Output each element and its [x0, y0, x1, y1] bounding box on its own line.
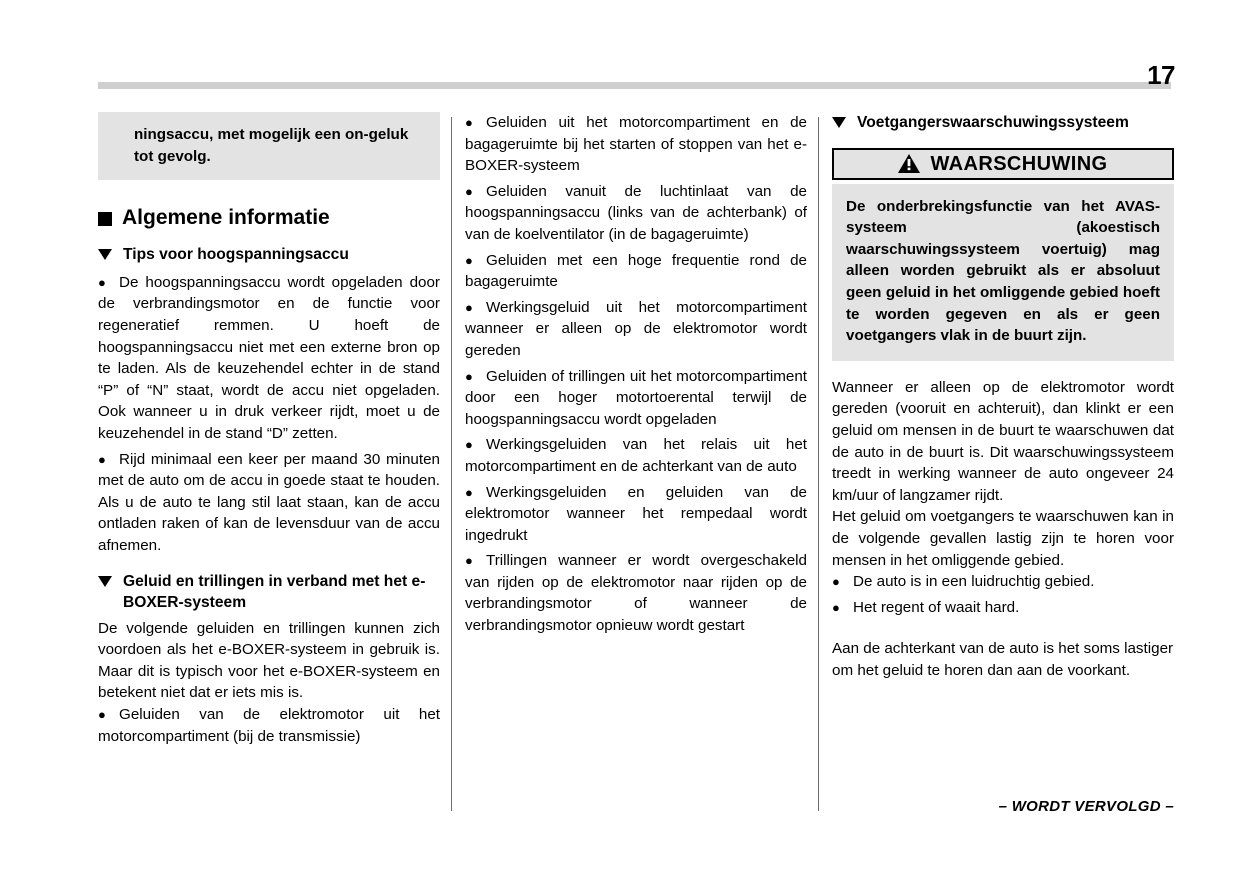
- list-item-text: De hoogspanningsaccu wordt opgeladen door de verbrandingsmotor en de functie voor regeneratief remmen. U hoeft de hoogspanningsaccu niet met een externe bron op te laden. Als de keuzehendel echter in de stand “P” of “N” staat, wordt de accu niet opgeladen. Ook wanneer u in druk verkeer rijdt, moet u de keuzehendel in de stand “D” zetten.: [98, 273, 440, 442]
- sub-heading-geluid-en-trillingen: [98, 571, 440, 614]
- list-item-text: Werkingsgeluiden en geluiden van de elektromotor wanneer het rempedaal wordt ingedrukt: [465, 483, 807, 544]
- spacer: [98, 561, 440, 571]
- list-item: [465, 297, 807, 362]
- list-item: [98, 272, 440, 445]
- page-number: 17: [1147, 60, 1175, 90]
- list-item: [465, 434, 807, 477]
- continued-footer-note: – WORDT VERVOLGD –: [998, 798, 1174, 815]
- section-heading-algemene-informatie: [98, 206, 440, 230]
- warning-header: [832, 148, 1174, 180]
- warning-continuation-text: ningsaccu, met mogelijk een on-geluk tot gevolg.: [134, 126, 409, 165]
- triangle-bullet-icon: [98, 576, 112, 587]
- list-item: [98, 449, 440, 557]
- round-bullet-icon: ●: [465, 553, 473, 569]
- warning-body: [832, 184, 1174, 361]
- paragraph: De volgende geluiden en trillingen kunnen zich voordoen als het e-BOXER-systeem in gebruik is. Maar dit is typisch voor het e-BOXER-systeem en betekent niet dat er iets mis is.: [98, 619, 440, 702]
- paragraph: Het geluid om voetgangers te waarschuwen kan in de volgende gevallen lastig zijn te horen voor mensen in het omliggende gebied.: [832, 508, 1174, 569]
- header-rule: [98, 82, 1171, 89]
- right-column-body: [832, 377, 1174, 682]
- triangle-bullet-icon: [832, 117, 846, 128]
- list-item: [465, 550, 807, 636]
- left-column: [98, 112, 440, 751]
- round-bullet-icon: ●: [465, 299, 473, 315]
- warning-triangle-icon: [898, 154, 920, 173]
- square-bullet-icon: [98, 212, 112, 226]
- list-item-text: Geluiden of trillingen uit het motorcompartiment door een hoger motortoerental terwijl de hoogspanningsaccu wordt opgeladen: [465, 367, 807, 428]
- list-item: [465, 112, 807, 177]
- middle-column: [465, 112, 807, 641]
- page-body: [0, 112, 1241, 832]
- round-bullet-icon: ●: [832, 599, 840, 615]
- sub-heading-label: Geluid en trillingen in verband met het e-BOXER-systeem: [123, 572, 426, 612]
- list-item-text: Geluiden van de elektromotor uit het motorcompartiment (bij de transmissie): [98, 706, 440, 745]
- list-item: [832, 597, 1174, 619]
- spacer: [832, 622, 1174, 638]
- right-column: [832, 112, 1174, 681]
- list-item: [832, 571, 1174, 593]
- list-item-text: Werkingsgeluid uit het motorcompartiment wanneer er alleen op de elektromotor wordt gereden: [465, 298, 807, 359]
- section-heading-label: Algemene informatie: [122, 206, 330, 230]
- triangle-bullet-icon: [98, 249, 112, 260]
- round-bullet-icon: ●: [98, 451, 106, 467]
- round-bullet-icon: ●: [465, 183, 473, 199]
- list-item-text: Het regent of waait hard.: [853, 598, 1020, 616]
- paragraph: Wanneer er alleen op de elektromotor wordt gereden (vooruit en achteruit), dan klinkt er een geluid om mensen in de buurt te waarschuwen dat de auto in de buurt is. Dit waarschuwingssysteem treedt in werking wanneer de auto ongeveer 24 km/uur of langzamer rijdt.: [832, 378, 1174, 504]
- round-bullet-icon: ●: [465, 437, 473, 453]
- paragraph: Aan de achterkant van de auto is het soms lastiger om het geluid te horen dan aan de voorkant.: [832, 640, 1174, 679]
- list-item-text: Geluiden vanuit de luchtinlaat van de hoogspanningsaccu (links van de achterbank) of van de koelventilator (in de bagageruimte): [465, 182, 807, 243]
- round-bullet-icon: ●: [465, 252, 473, 268]
- column-divider-left: [451, 117, 452, 811]
- sub-heading-voetgangerswaarschuwingssysteem: [832, 112, 1174, 134]
- list-item-text: Rijd minimaal een keer per maand 30 minuten met de auto om de accu in goede staat te houden. Als u de auto te lang stil laat staan, kan de accu ontladen raken of kan de levensduur van de accu afnemen.: [98, 450, 440, 554]
- round-bullet-icon: ●: [98, 274, 106, 290]
- list-item-text: Geluiden uit het motorcompartiment en de bagageruimte bij het starten of stoppen van het e-BOXER-systeem: [465, 114, 807, 175]
- round-bullet-icon: ●: [832, 574, 840, 590]
- sub-heading-label: Tips voor hoogspanningsaccu: [123, 246, 349, 264]
- column-divider-right: [818, 117, 819, 811]
- warning-body-text: De onderbrekingsfunctie van het AVAS-systeem (akoestisch waarschuwingssysteem voertuig) mag alleen worden gebruikt als er absoluut geen geluid in het omliggende gebied hoeft te worden gegeven en als er geen voetgangers vlak in de buurt zijn.: [846, 197, 1160, 345]
- list-item: [465, 250, 807, 293]
- list-item-text: Geluiden met een hoge frequentie rond de bagageruimte: [465, 251, 807, 291]
- warning-title: WAARSCHUWING: [930, 152, 1108, 175]
- round-bullet-icon: ●: [465, 368, 473, 384]
- list-item-text: Werkingsgeluiden van het relais uit het motorcompartiment en de achterkant van de auto: [465, 436, 807, 475]
- list-item-text: Trillingen wanneer er wordt overgeschakeld van rijden op de elektromotor naar rijden op de verbrandingsmotor of wanneer de verbrandingsmotor opnieuw wordt gestart: [465, 552, 807, 635]
- list-item: [465, 366, 807, 431]
- round-bullet-icon: ●: [465, 115, 473, 130]
- page-header: [0, 0, 1241, 100]
- sub-heading-tips-hoogspanningsaccu: [98, 244, 440, 266]
- warning-continuation-box: [98, 112, 440, 180]
- list-item: [465, 181, 807, 246]
- list-item: [98, 704, 440, 747]
- round-bullet-icon: ●: [465, 484, 473, 500]
- sub-heading-label: Voetgangerswaarschuwingssysteem: [857, 114, 1129, 131]
- list-item-text: De auto is in een luidruchtig gebied.: [853, 573, 1095, 591]
- list-item: [465, 482, 807, 547]
- round-bullet-icon: ●: [98, 707, 106, 723]
- warning-block: [832, 148, 1174, 361]
